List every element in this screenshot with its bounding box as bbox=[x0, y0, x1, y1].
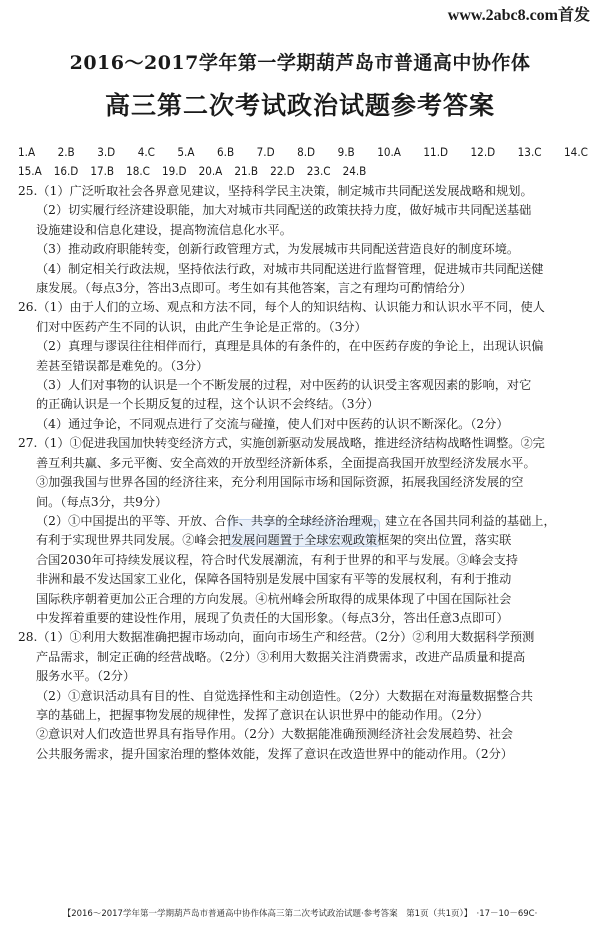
answer-item: 10.A bbox=[377, 145, 401, 159]
answer-line: （4）制定相关行政法规，坚持依法行政，对城市共同配送进行监督管理，促进城市共同配送健 bbox=[36, 261, 544, 276]
answer-item: 16.D bbox=[53, 164, 79, 178]
answer-line: （2）切实履行经济建设职能，加大对城市共同配送的政策扶持力度，做好城市共同配送基础 bbox=[36, 203, 532, 218]
answer-line: （2）①中国提出的平等、开放、合作、共享的全球经济治理观，建立在各国共同利益的基础上， bbox=[36, 513, 556, 528]
answers-row-1 bbox=[18, 143, 588, 162]
answer-item: 14.C bbox=[564, 145, 588, 159]
page-footer: 【2016～2017学年第一学期葫芦岛市普通高中协作体高三第二次考试政治试题·参考答案 第1页（共1页）】 ·17－10－69C· bbox=[62, 909, 538, 919]
answer-item: 12.D bbox=[470, 145, 496, 159]
answer-item: 13.C bbox=[517, 145, 542, 159]
answer-line: （2）①意识活动具有目的性、自觉选择性和主动创造性。（2分）大数据在对海量数据整合共 bbox=[36, 688, 533, 703]
answer-line: 康发展。（每点3分，答出3点即可。考生如有其他答案，言之有理均可酌情给分） bbox=[36, 281, 472, 296]
answer-line: 间。（每点3分，共9分） bbox=[36, 494, 168, 509]
answer-line: （3）人们对事物的认识是一个不断发展的过程，对中医药的认识受主客观因素的影响，对它 bbox=[36, 378, 532, 393]
answer-item: 3.D bbox=[97, 145, 116, 159]
answer-line: 25.（1）广泛听取社会各界意见建议，坚持科学民主决策，制定城市共同配送发展战略和规划。 bbox=[18, 184, 533, 198]
answer-line: 公共服务需求，提升国家治理的整体效能，发挥了意识在改造世界中的能动作用。（2分） bbox=[36, 746, 513, 761]
essay-answers bbox=[18, 182, 586, 764]
answer-line: 设施建设和信息化建设，提高物流信息化水平。 bbox=[36, 222, 292, 237]
answer-item: 6.B bbox=[217, 145, 235, 159]
answer-item: 19.D bbox=[161, 164, 187, 178]
answer-item: 7.D bbox=[256, 145, 275, 159]
answer-item: 21.B bbox=[234, 164, 259, 178]
answer-line: （4）通过争论，不同观点进行了交流与碰撞，使人们对中医药的认识不断深化。（2分） bbox=[36, 416, 509, 431]
exam-title-line1: 2016～2017学年第一学期葫芦岛市普通高中协作体 bbox=[69, 52, 531, 74]
answer-line: 中发挥着重要的建设性作用，展现了负责任的大国形象。（每点3分，答出任意3点即可） bbox=[36, 610, 509, 625]
answer-line: ③加强我国与世界各国的经济往来，充分利用国际市场和国际资源，拓展我国经济发展的空 bbox=[36, 475, 524, 490]
answers-row-2 bbox=[18, 162, 588, 181]
answer-item: 2.B bbox=[57, 145, 75, 159]
answer-item: 17.B bbox=[90, 164, 115, 178]
answer-item: 9.B bbox=[337, 145, 355, 159]
answer-line: 产品需求，制定正确的经营战略。（2分）③利用大数据关注消费需求，改进产品质量和提高 bbox=[36, 649, 526, 664]
answer-line: 国际秩序朝着更加公正合理的方向发展。④杭州峰会所取得的成果体现了中国在国际社会 bbox=[36, 591, 512, 606]
answer-line: 服务水平。（2分） bbox=[36, 669, 136, 684]
answer-line: （2）真理与谬误往往相伴而行，真理是具体的有条件的，在中医药存废的争论上，出现认识偏 bbox=[36, 339, 544, 354]
answer-item: 22.D bbox=[270, 164, 295, 178]
answer-line: 26.（1）由于人们的立场、观点和方法不同，每个人的知识结构、认识能力和认识水平不同，使人 bbox=[18, 300, 545, 315]
answer-item: 4.C bbox=[137, 145, 155, 159]
answer-line: 享的基础上，把握事物发展的规律性，发挥了意识在认识世界中的能动作用。（2分） bbox=[36, 707, 489, 722]
answer-line: 28.（1）①利用大数据准确把握市场动向，面向市场生产和经营。（2分）②利用大数据科学预测 bbox=[18, 630, 535, 645]
answer-item: 23.C bbox=[306, 164, 331, 178]
answer-line: 善互利共赢、多元平衡、安全高效的开放型经济新体系，全面提高我国开放型经济发展水平。 bbox=[36, 455, 536, 470]
answer-item: 24.B bbox=[342, 164, 367, 178]
answer-item: 8.D bbox=[297, 145, 316, 159]
answer-item: 11.D bbox=[423, 145, 449, 159]
answer-line: 非洲和最不发达国家工业化，保障各国特别是发展中国家有平等的发展权利，有利于推动 bbox=[36, 572, 512, 587]
answer-line: 的正确认识是一个长期反复的过程，这个认识不会终结。（3分） bbox=[36, 397, 379, 412]
answer-line: 合国2030年可持续发展议程，符合时代发展潮流，有利于世界的和平与发展。③峰会支持 bbox=[36, 552, 518, 567]
answer-line: 有利于实现世界共同发展。②峰会把发展问题置于全球宏观政策框架的突出位置，落实联 bbox=[36, 533, 512, 548]
answer-line: ②意识对人们改造世界具有指导作用。（2分）大数据能准确预测经济社会发展趋势、社会 bbox=[36, 727, 513, 742]
answer-line: 差甚至错误都是难免的。（3分） bbox=[36, 358, 209, 373]
site-watermark-url: www.2abc8.com首发 bbox=[447, 7, 590, 24]
answer-item: 20.A bbox=[198, 164, 223, 178]
answer-item: 1.A bbox=[18, 145, 36, 159]
answer-line: 27.（1）①促进我国加快转变经济方式，实施创新驱动发展战略，推进经济结构战略性调整。②完 bbox=[18, 436, 545, 451]
multiple-choice-answers bbox=[18, 143, 588, 181]
answer-item: 5.A bbox=[177, 145, 195, 159]
answer-line: 们对中医药产生不同的认识，由此产生争论是正常的。（3分） bbox=[36, 319, 367, 334]
answer-line: （3）推动政府职能转变，创新行政管理方式，为发展城市共同配送营造良好的制度环境。 bbox=[36, 242, 520, 257]
answer-item: 18.C bbox=[126, 164, 150, 178]
answer-item: 15.A bbox=[18, 164, 42, 178]
exam-title-line2: 高三第二次考试政治试题参考答案 bbox=[104, 91, 495, 120]
